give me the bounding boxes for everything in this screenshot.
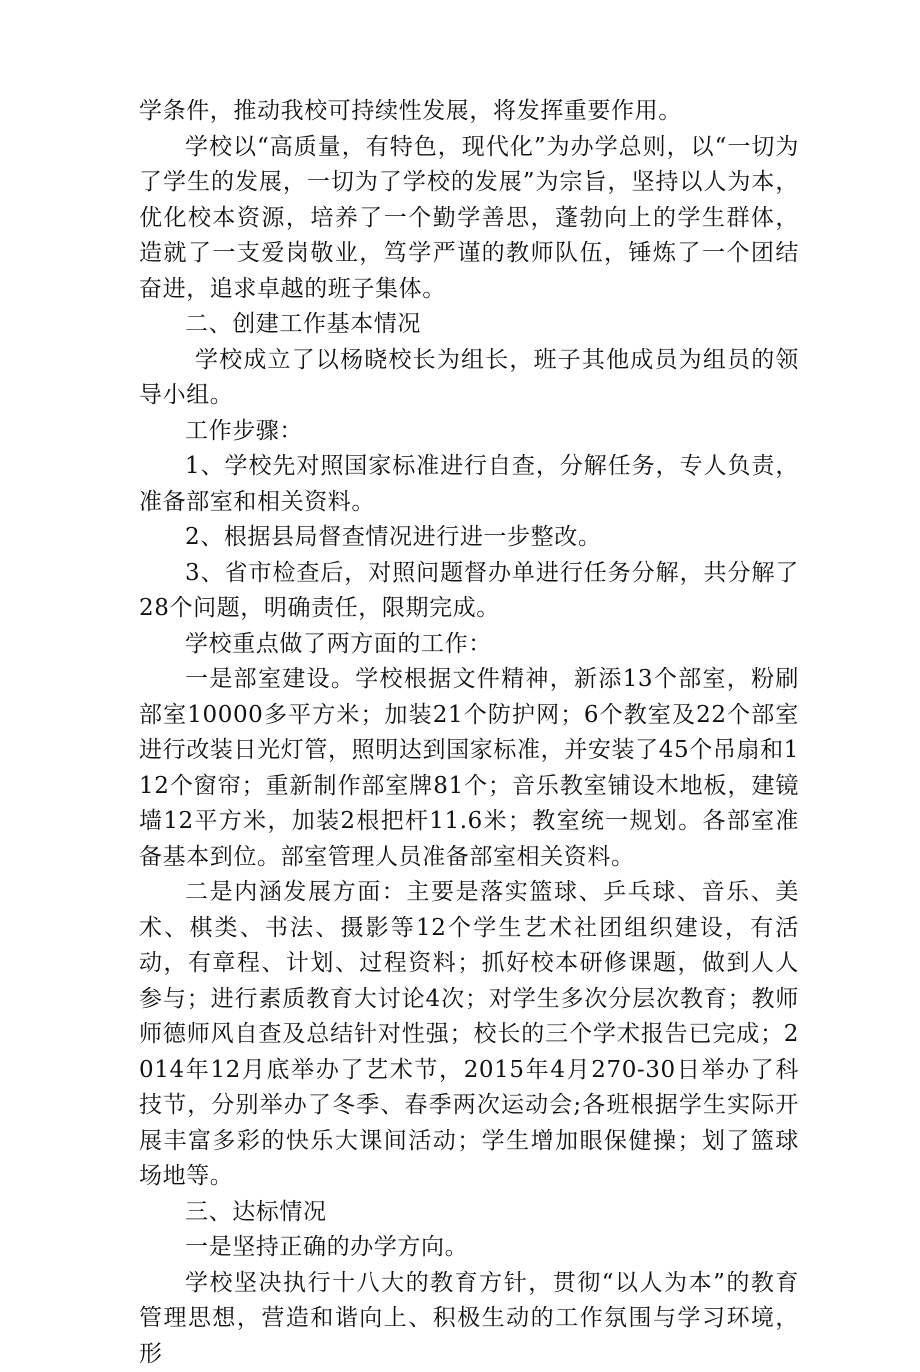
- paragraph-two-aspects: 学校重点做了两方面的工作：: [139, 627, 799, 663]
- paragraph-correct-direction: 一是坚持正确的办学方向。: [139, 1230, 799, 1266]
- paragraph-work-steps-title: 工作步骤：: [139, 414, 799, 450]
- paragraph-education-policy: 学校坚决执行十八大的教育方针，贯彻“以人为本”的教育管理思想，营造和谐向上、积极生动的工作氛围与学习环境，形: [139, 1266, 799, 1372]
- paragraph-step-3: 3、省市检查后，对照问题督办单进行任务分解，共分解了28个问题，明确责任，限期完成。: [139, 556, 799, 627]
- section-heading-2: 二、创建工作基本情况: [139, 307, 799, 343]
- paragraph-school-principles: 学校以“高质量，有特色，现代化”为办学总则，以“一切为了学生的发展，一切为了学校的发展”为宗旨，坚持以人为本，优化校本资源，培养了一个勤学善思，蓬勃向上的学生群体，造就了一支爱岗敬业，笃学严谨的教师队伍，锤炼了一个团结奋进，追求卓越的班子集体。: [139, 130, 799, 308]
- section-heading-3: 三、达标情况: [139, 1195, 799, 1231]
- document-body: [139, 94, 799, 1372]
- paragraph-continuation: 学条件，推动我校可持续性发展，将发挥重要作用。: [139, 94, 799, 130]
- paragraph-room-construction: 一是部室建设。学校根据文件精神，新添13个部室，粉刷部室10000多平方米；加装21个防护网；6个教室及22个部室进行改装日光灯管，照明达到国家标准，并安装了45个吊扇和112个窗帘；重新制作部室牌81个；音乐教室铺设木地板，建镜墙12平方米，加装2根把杆11.6米；教室统一规划。各部室准备基本到位。部室管理人员准备部室相关资料。: [139, 662, 799, 875]
- paragraph-step-2: 2、根据县局督查情况进行进一步整改。: [139, 520, 799, 556]
- paragraph-step-1: 1、学校先对照国家标准进行自查，分解任务，专人负责，准备部室和相关资料。: [139, 449, 799, 520]
- paragraph-leadership-group: 学校成立了以杨晓校长为组长，班子其他成员为组员的领导小组。: [139, 343, 799, 414]
- paragraph-connotation-development: 二是内涵发展方面：主要是落实篮球、乒乓球、音乐、美术、棋类、书法、摄影等12个学生艺术社团组织建设，有活动，有章程、计划、过程资料；抓好校本研修课题，做到人人参与；进行素质教育大讨论4次；对学生多次分层次教育；教师师德师风自查及总结针对性强；校长的三个学术报告已完成；2014年12月底举办了艺术节，2015年4月270-30日举办了科技节，分别举办了冬季、春季两次运动会;各班根据学生实际开展丰富多彩的快乐大课间活动；学生增加眼保健操；划了篮球场地等。: [139, 875, 799, 1195]
